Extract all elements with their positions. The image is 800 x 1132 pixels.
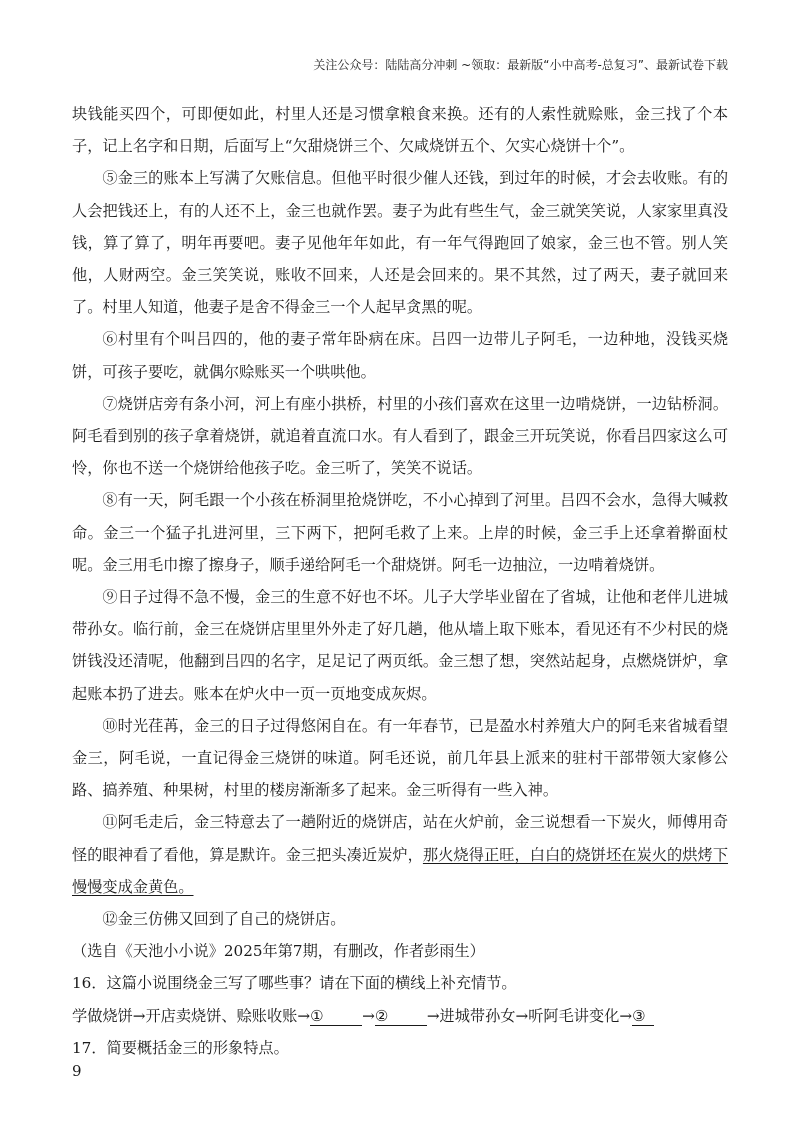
- story-paragraph-10: ⑩时光荏苒，金三的日子过得悠闲自在。有一年春节，已是盈水村养殖大户的阿毛来省城看望金三，阿毛说，一直记得金三烧饼的味道。阿毛还说，前几年县上派来的驻村干部带领大家修公路、搞养殖、种果树，村里的楼房渐渐多了起来。金三听得有一些入神。: [72, 716, 728, 800]
- plot-chain-start: 学做烧饼→开店卖烧饼、赊账收账→: [72, 1006, 311, 1025]
- story-paragraph-6: ⑥村里有个叫吕四的，他的妻子常年卧病在床。吕四一边带儿子阿毛，一边种地，没钱买烧饼，可孩子要吃，就偶尔赊账买一个哄哄他。: [72, 330, 728, 381]
- page-number: 9: [72, 1062, 82, 1080]
- story-paragraph-9: ⑨日子过得不急不慢，金三的生意不好也不坏。儿子大学毕业留在了省城，让他和老伴儿进城带孙女。临行前，金三在烧饼店里里外外走了好几趟，他从墙上取下账本，看见还有不少村民的烧饼钱没还清呢，他翻到吕四的名字，足足记了两页纸。金三想了想，突然站起身，点燃烧饼炉，拿起账本扔了进去。账本在炉火中一页一页地变成灰烬。: [72, 588, 728, 703]
- story-paragraph-8: ⑧有一天，阿毛跟一个小孩在桥洞里抢烧饼吃，不小心掉到了河里。吕四不会水，急得大喊救命。金三一个猛子扎进河里，三下两下，把阿毛救了上来。上岸的时候，金三手上还拿着擀面杖呢。金三用毛巾擦了擦身子，顺手递给阿毛一个甜烧饼。阿毛一边抽泣，一边啃着烧饼。: [72, 491, 728, 574]
- document-body: [72, 98, 728, 1064]
- arrow: →: [362, 1006, 375, 1025]
- question-17: 17．简要概括金三的形象特点。: [72, 1038, 289, 1057]
- plot-chain-middle: →进城带孙女→听阿毛讲变化→: [426, 1006, 633, 1025]
- question-16-plot-chain: [72, 1000, 728, 1032]
- answer-blank-2[interactable]: ②: [375, 1007, 427, 1026]
- answer-blank-1[interactable]: ①: [310, 1007, 362, 1026]
- underlined-sentence: 那火烧得正旺，白白的烧饼坯在炭火的烘烤下慢慢变成金黄色。: [72, 845, 729, 896]
- page-header: 关注公众号：陆陆高分冲刺 ~领取：最新版“小中高考-总复习”、最新试卷下载: [313, 58, 728, 72]
- story-paragraph-12: ⑫金三仿佛又回到了自己的烧饼店。: [102, 910, 346, 929]
- story-paragraph-continued: 块钱能买四个，可即便如此，村里人还是习惯拿粮食来换。还有的人索性就赊账，金三找了个本子，记上名字和日期，后面写上“欠甜烧饼三个、欠咸烧饼五个、欠实心烧饼十个”。: [72, 105, 728, 156]
- story-paragraph-7: ⑦烧饼店旁有条小河，河上有座小拱桥，村里的小孩们喜欢在这里一边啃烧饼，一边钻桥洞。阿毛看到别的孩子拿着烧饼，就追着直流口水。有人看到了，跟金三开玩笑说，你看吕四家这么可怜，你也不送一个烧饼给他孩子吃。金三听了，笑笑不说话。: [72, 394, 728, 478]
- answer-blank-3[interactable]: ③: [632, 1007, 654, 1026]
- story-paragraph-5: ⑤金三的账本上写满了欠账信息。但他平时很少催人还钱，到过年的时候，才会去收账。有的人会把钱还上，有的人还不上，金三也就作罢。妻子为此有些生气，金三就笑笑说，人家家里真没钱，算了算了，明年再要吧。妻子见他年年如此，有一年气得跑回了娘家，金三也不管。别人笑他，人财两空。金三笑笑说，账收不回来，人还是会回来的。果不其然，过了两天，妻子就回来了。村里人知道，他妻子是舍不得金三一个人起早贪黑的呢。: [72, 169, 728, 317]
- story-source: （选自《天池小小说》2025年第7期，有删改，作者彭雨生）: [72, 942, 485, 961]
- story-paragraph-11: [72, 806, 728, 903]
- paragraph-11-text: ⑪阿毛走后，金三特意去了一趟附近的烧饼店，站在火炉前，金三说想看一下炭火，师傅用奇怪的眼神看了看他，算是默许。金三把头凑近炭炉，: [72, 813, 728, 864]
- question-16: 16．这篇小说围绕金三写了哪些事？请在下面的横线上补充情节。: [72, 974, 517, 993]
